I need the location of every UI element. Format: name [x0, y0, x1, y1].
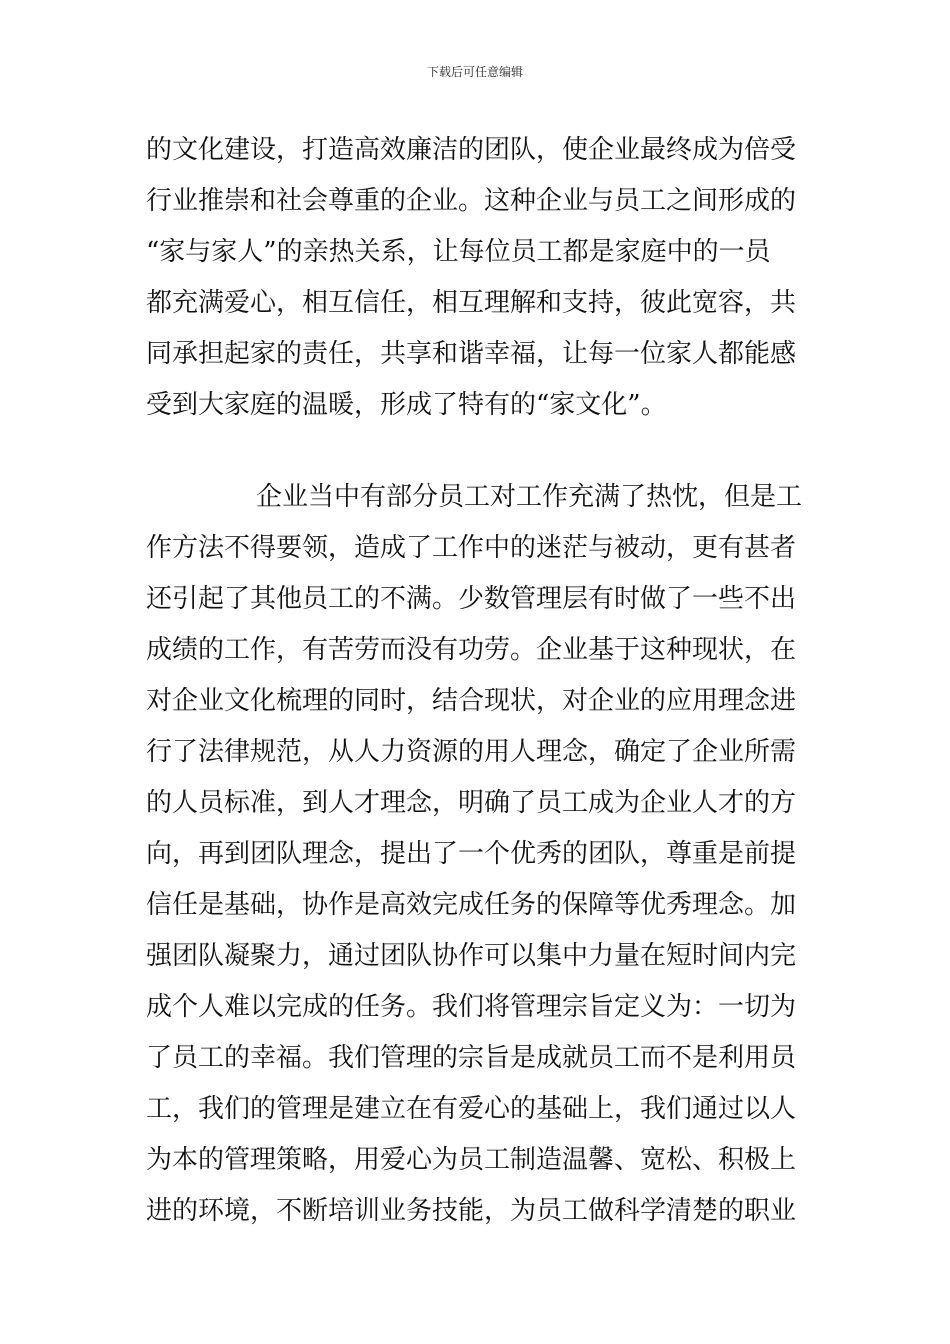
text-line: 成绩的工作，有苦劳而没有功劳。企业基于这种现状，在 — [146, 635, 797, 665]
paragraph-2 — [146, 472, 810, 1237]
text-line: 成个人难以完成的任务。我们将管理宗旨定义为：一切为 — [146, 992, 797, 1022]
text-line: 为本的管理策略，用爱心为员工制造温馨、宽松、积极上 — [146, 1145, 797, 1175]
text-line: 受到大家庭的温暖，形成了特有的“家文化”。 — [146, 390, 667, 420]
text-line: 的文化建设，打造高效廉洁的团队，使企业最终成为倍受 — [146, 135, 797, 165]
text-line: 行了法律规范，从人力资源的用人理念，确定了企业所需 — [146, 737, 797, 767]
text-line-indented: 企业当中有部分员工对工作充满了热忱，但是工 — [256, 482, 803, 512]
text-line: 工，我们的管理是建立在有爱心的基础上，我们通过以人 — [146, 1094, 797, 1124]
text-line: 作方法不得要领，造成了工作中的迷茫与被动，更有甚者 — [146, 533, 797, 563]
text-line: 行业推崇和社会尊重的企业。这种企业与员工之间形成的 — [146, 186, 797, 216]
paragraph-1 — [146, 125, 810, 431]
page-header: 下载后可任意编辑 — [426, 65, 523, 79]
text-line: 的人员标准，到人才理念，明确了员工成为企业人才的方 — [146, 788, 797, 818]
text-line: 向，再到团队理念，提出了一个优秀的团队，尊重是前提 — [146, 839, 797, 869]
text-line: 进的环境，不断培训业务技能，为员工做科学清楚的职业 — [146, 1196, 797, 1226]
text-line: 了员工的幸福。我们管理的宗旨是成就员工而不是利用员 — [146, 1043, 797, 1073]
text-line: “家与家人”的亲热关系，让每位员工都是家庭中的一员 — [146, 237, 771, 267]
text-line: 信任是基础，协作是高效完成任务的保障等优秀理念。加 — [146, 890, 797, 920]
text-line: 还引起了其他员工的不满。少数管理层有时做了一些不出 — [146, 584, 797, 614]
text-line: 都充满爱心，相互信任，相互理解和支持，彼此宽容，共 — [146, 288, 797, 318]
text-line: 对企业文化梳理的同时，结合现状，对企业的应用理念进 — [146, 686, 797, 716]
text-line: 同承担起家的责任，共享和谐幸福，让每一位家人都能感 — [146, 339, 797, 369]
text-line: 强团队凝聚力，通过团队协作可以集中力量在短时间内完 — [146, 941, 797, 971]
